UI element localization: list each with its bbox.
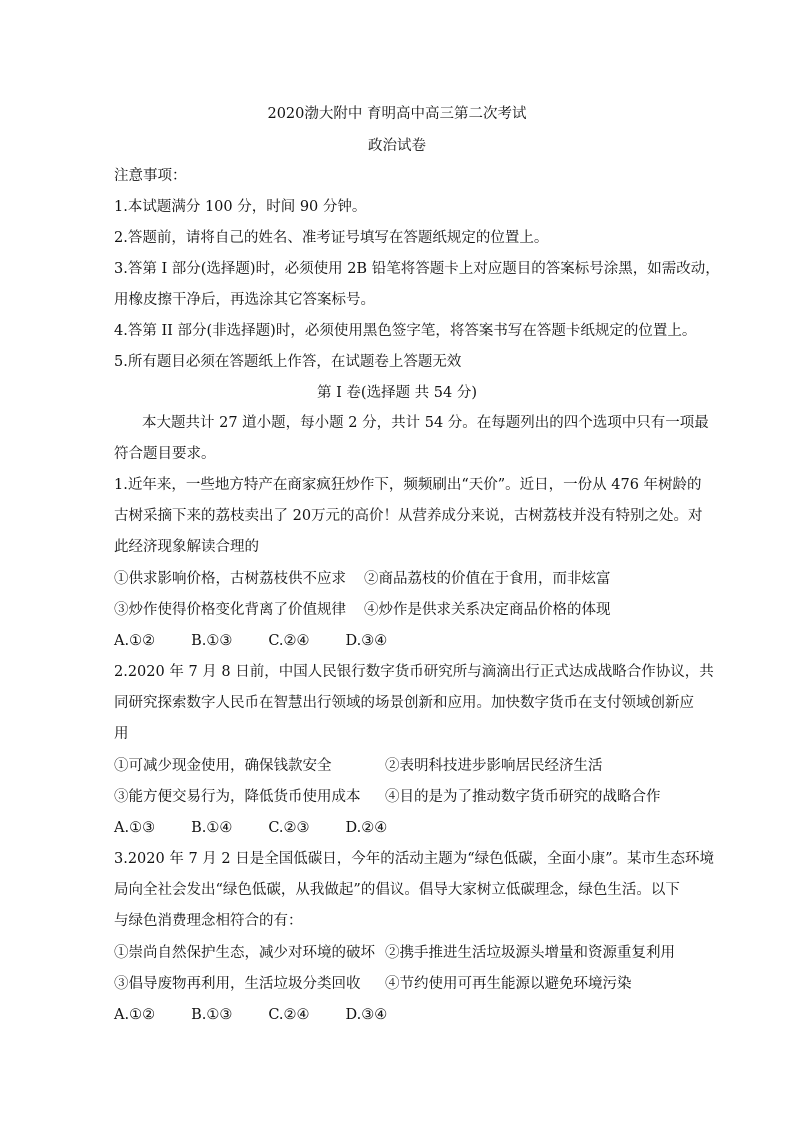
answer-choice-a: A.①③: [114, 820, 156, 836]
notice-item: 用橡皮擦干净后，再选涂其它答案标号。: [114, 292, 375, 308]
subject-title: 政治试卷: [368, 138, 426, 154]
section-title: 第 I 卷(选择题 共 54 分): [316, 385, 478, 401]
answer-choice-a: A.①②: [114, 633, 156, 649]
answer-choice-b: B.①③: [191, 633, 233, 649]
question-2-stem: 同研究探索数字人民币在智慧出行领域的场景创新和应用。加快数字货币在支付领域创新应: [114, 695, 694, 711]
question-2-option: ①可减少现金使用，确保钱款安全: [114, 758, 332, 774]
question-3-answers: [114, 1005, 423, 1025]
question-3-stem: 与绿色消费理念相符合的有：: [114, 913, 303, 929]
notice-heading: 注意事项：: [114, 168, 187, 184]
answer-choice-b: B.①④: [191, 820, 233, 836]
section-intro: 本大题共计 27 道小题，每小题 2 分，共计 54 分。在每题列出的四个选项中只有一项最: [142, 415, 709, 431]
notice-item: 2.答题前，请将自己的姓名、准考证号填写在答题纸规定的位置上。: [114, 230, 549, 246]
question-3-option: ③倡导废物再利用，生活垃圾分类回收: [114, 976, 361, 992]
question-3-option: ①崇尚自然保护生态，减少对环境的破坏: [114, 945, 375, 961]
answer-choice-d: D.③④: [345, 1007, 388, 1023]
answer-choice-b: B.①③: [191, 1007, 233, 1023]
question-2-option: ③能方便交易行为，降低货币使用成本: [114, 789, 361, 805]
question-1-stem: 1.近年来，一些地方特产在商家疯狂炒作下，频频刷出“天价”。近日，一份从 476 年树龄的: [114, 477, 702, 493]
section-intro: 符合题目要求。: [114, 446, 216, 462]
question-3-stem: 局向全社会发出“绿色低碳，从我做起”的倡议。倡导大家树立低碳理念，绿色生活。以下: [114, 882, 680, 898]
answer-choice-d: D.③④: [345, 633, 388, 649]
answer-choice-a: A.①②: [114, 1007, 156, 1023]
answer-choice-d: D.②④: [345, 820, 388, 836]
question-2-stem: 2.2020 年 7 月 8 日前，中国人民银行数字货币研究所与滴滴出行正式达成战略合作协议，共: [114, 664, 714, 680]
question-3-option: ④节约使用可再生能源以避免环境污染: [385, 976, 632, 992]
notice-item: 5.所有题目必须在答题纸上作答，在试题卷上答题无效: [114, 354, 462, 370]
answer-choice-c: C.②③: [268, 820, 310, 836]
answer-choice-c: C.②④: [268, 1007, 310, 1023]
question-1-option: ②商品荔枝的价值在于食用，而非炫富: [364, 571, 611, 587]
question-1-answers: [114, 631, 423, 651]
notice-item: 1.本试题满分 100 分，时间 90 分钟。: [114, 199, 367, 215]
question-2-stem: 用: [114, 726, 129, 742]
question-2-option: ②表明科技进步影响居民经济生活: [385, 758, 603, 774]
question-3-option: ②携手推进生活垃圾源头增量和资源重复利用: [385, 945, 675, 961]
answer-choice-c: C.②④: [268, 633, 310, 649]
question-2-answers: [114, 818, 423, 838]
question-2-option: ④目的是为了推动数字货币研究的战略合作: [385, 789, 661, 805]
question-1-option: ④炒作是供求关系决定商品价格的体现: [364, 602, 611, 618]
question-3-stem: 3.2020 年 7 月 2 日是全国低碳日，今年的活动主题为“绿色低碳，全面小康”。某市生态环境: [114, 851, 715, 867]
question-1-option: ③炒作使得价格变化背离了价值规律: [114, 602, 346, 618]
question-1-stem: 此经济现象解读合理的: [114, 539, 259, 555]
notice-item: 3.答第 I 部分(选择题)时，必须使用 2B 铅笔将答题卡上对应题目的答案标号涂黑，如需改动，: [114, 261, 720, 277]
question-1-option: ①供求影响价格，古树荔枝供不应求: [114, 571, 346, 587]
exam-title: 2020渤大附中 育明高中高三第二次考试: [267, 106, 527, 122]
question-1-stem: 古树采摘下来的荔枝卖出了 20万元的高价！从营养成分来说，古树荔枝并没有特别之处。对: [114, 508, 703, 524]
notice-item: 4.答第 II 部分(非选择题)时，必须使用黑色签字笔，将答案书写在答题卡纸规定的位置上。: [114, 323, 697, 339]
